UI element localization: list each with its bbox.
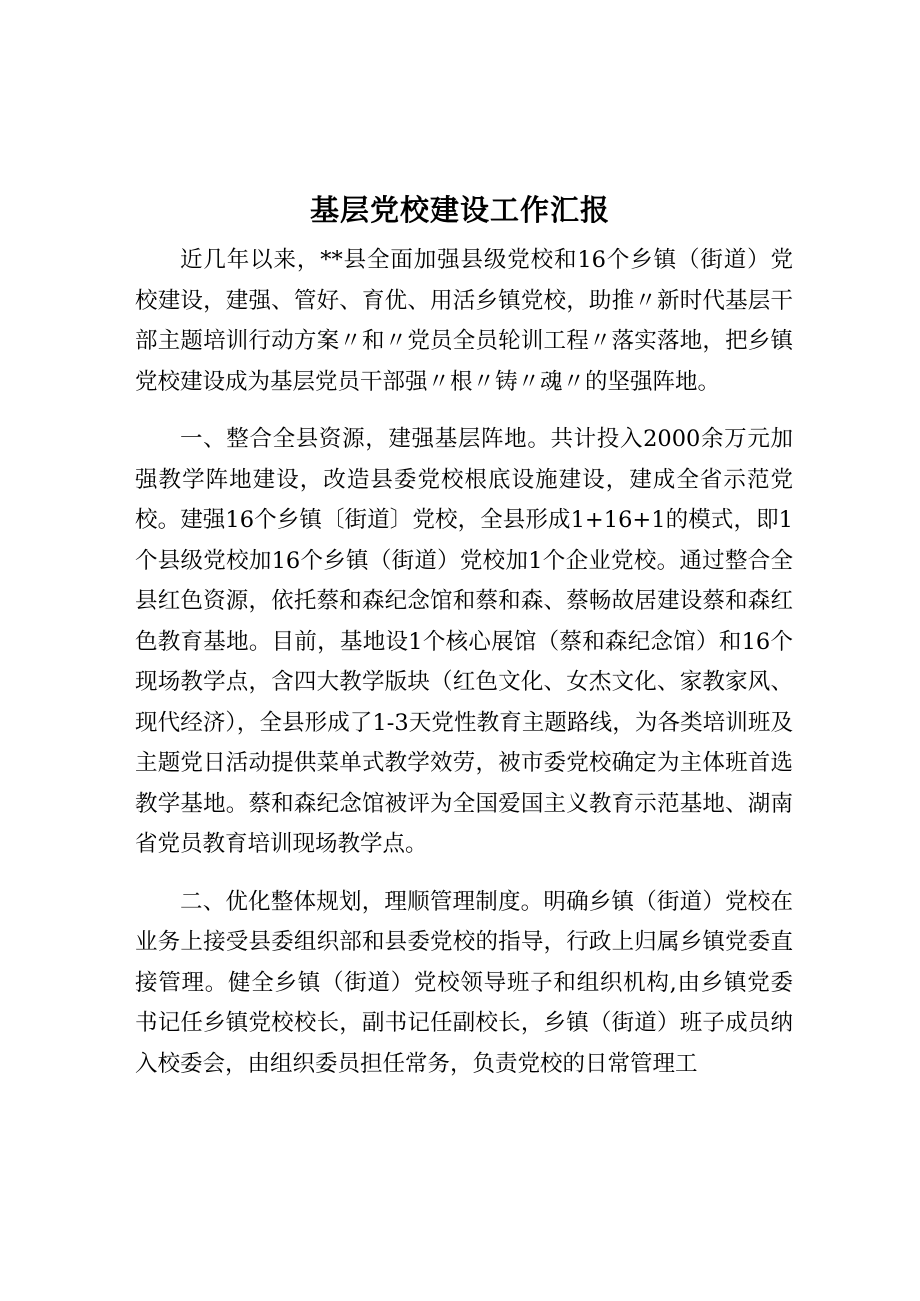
paragraph-section-1: 一、整合全县资源，建强基层阵地。共计投入2000余万元加强教学阵地建设，改造县委党校根底设施建设，建成全省示范党校。建强16个乡镇〔街道〕党校，全县形成1+16+1的模式，即1个县级党校加16个乡镇（街道）党校加1个企业党校。通过整合全县红色资源，依托蔡和森纪念馆和蔡和森、蔡畅故居建设蔡和森红色教育基地。目前，基地设1个核心展馆（蔡和森纪念馆）和16个现场教学点，含四大教学版块（红色文化、女杰文化、家教家风、现代经济），全县形成了1-3天党性教育主题路线，为各类培训班及主题党日活动提供菜单式教学效劳，被市委党校确定为主体班首选教学基地。蔡和森纪念馆被评为全国爱国主义教育示范基地、湖南省党员教育培训现场教学点。	[135, 426, 793, 857]
paragraph-section-2: 二、优化整体规划，理顺管理制度。明确乡镇（街道）党校在业务上接受县委组织部和县委党校的指导，行政上归属乡镇党委直接管理。健全乡镇（街道）党校领导班子和组织机构,由乡镇党委书记任乡镇党校校长，副书记任副校长，乡镇（街道）班子成员纳入校委会，由组织委员担任常务，负责党校的日常管理工	[135, 888, 793, 1077]
document-body	[135, 240, 793, 1101]
document-title: 基层党校建设工作汇报	[309, 193, 610, 227]
paragraph-intro: 近几年以来，**县全面加强县级党校和16个乡镇（街道）党校建设，建强、管好、育优、用活乡镇党校，助推〃新时代基层干部主题培训行动方案〃和〃党员全员轮训工程〃落实落地，把乡镇党校建设成为基层党员干部强〃根〃铸〃魂〃的坚强阵地。	[135, 247, 793, 395]
